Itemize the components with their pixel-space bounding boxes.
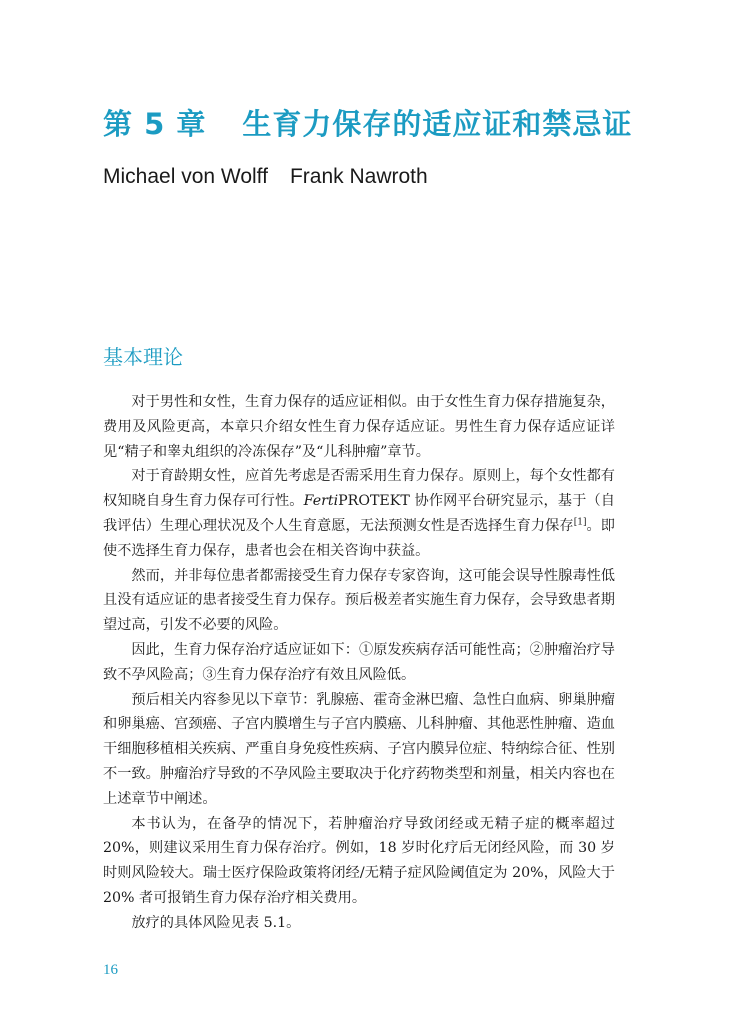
- page-number: 16: [103, 962, 118, 978]
- paragraph: 本书认为，在备孕的情况下，若肿瘤治疗导致闭经或无精子症的概率超过 20%，则建议采用生育力保存治疗。例如，18 岁时化疗后无闭经风险，而 30 岁时则风险较大。瑞士医疗保险政策将闭经/无精子症风险阈值定为 20%，风险大于 20% 者可报销生育力保存治疗相关费用。: [103, 815, 615, 906]
- italic-term: Ferti: [303, 493, 339, 510]
- chapter-title-text: 生育力保存的适应证和禁忌证: [242, 107, 633, 141]
- authors: [103, 165, 428, 189]
- paragraph-text: 。即使不选择生育力保存，患者也会在相关咨询中获益。: [103, 517, 615, 559]
- paragraph-text: 对于育龄期女性，应首先考虑是否需采用生育力保存。原则上，每个女性都有权知晓自身生育力保存可行性。: [103, 468, 615, 510]
- body-text: [103, 390, 615, 936]
- chapter-number: 第 5 章: [103, 107, 207, 141]
- paragraph: 然而，并非每位患者都需接受生育力保存专家咨询，这可能会误导性腺毒性低且没有适应证的患者接受生育力保存。预后极差者实施生育力保存，会导致患者期望过高，引发不必要的风险。: [103, 567, 615, 634]
- paragraph: [103, 464, 615, 563]
- paragraph-text: PROTEKT 协作网平台研究显示，基于（自我评估）生理心理状况及个人生育意愿，无法预测女性是否选择生育力保存: [103, 493, 615, 534]
- citation-ref: [1]: [573, 517, 587, 528]
- paragraph: 放疗的具体风险见表 5.1。: [131, 914, 301, 931]
- paragraph: 对于男性和女性，生育力保存的适应证相似。由于女性生育力保存措施复杂，费用及风险更高，本章只介绍女性生育力保存适应证。男性生育力保存适应证详见“精子和睾丸组织的冷冻保存”及“儿科肿瘤”章节。: [103, 394, 615, 460]
- author-name: Frank Nawroth: [289, 165, 428, 188]
- section-heading: 基本理论: [103, 345, 183, 369]
- paragraph: 预后相关内容参见以下章节：乳腺癌、霍奇金淋巴瘤、急性白血病、卵巢肿瘤和卵巢癌、宫颈癌、子宫内膜增生与子宫内膜癌、儿科肿瘤、其他恶性肿瘤、造血干细胞移植相关疾病、严重自身免疫性疾病、子宫内膜异位症、特纳综合征、性别不一致。肿瘤治疗导致的不孕风险主要取决于化疗药物类型和剂量，相关内容也在上述章节中阐述。: [103, 691, 615, 807]
- author-name: Michael von Wolff: [103, 165, 268, 188]
- chapter-title: [103, 102, 632, 143]
- paragraph: 因此，生育力保存治疗适应证如下：①原发疾病存活可能性高；②肿瘤治疗导致不孕风险高；③生育力保存治疗有效且风险低。: [103, 641, 615, 683]
